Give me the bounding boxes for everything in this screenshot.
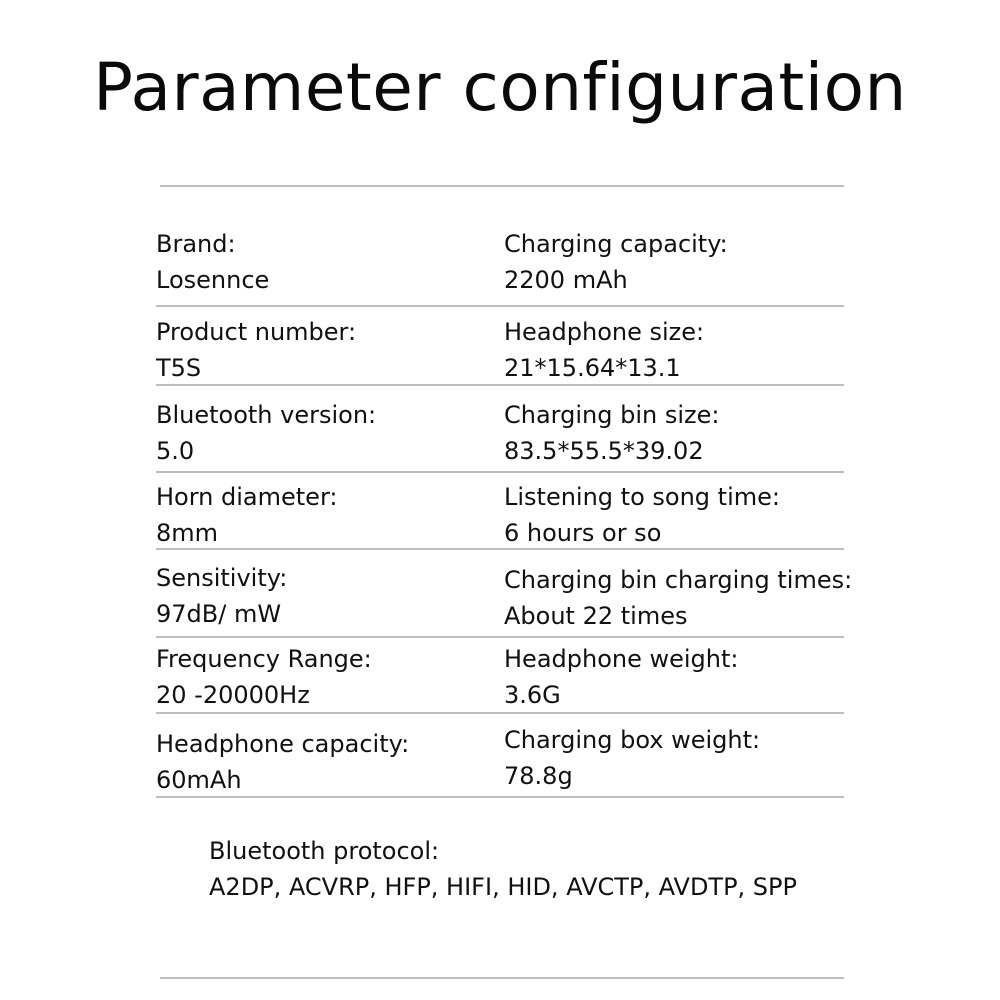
param-value: 20 -20000Hz (156, 681, 310, 709)
row-divider (156, 796, 844, 798)
param-charging-box-weight (504, 722, 760, 794)
param-label: Listening to song time: (504, 483, 780, 511)
param-label: Headphone capacity: (156, 730, 410, 758)
param-horn-diameter (156, 479, 337, 551)
divider-top (160, 185, 844, 187)
param-bluetooth-version (156, 397, 376, 469)
param-listening-time (504, 479, 780, 551)
param-brand (156, 226, 269, 298)
row-divider (156, 636, 844, 638)
param-value: 97dB/ mW (156, 600, 282, 628)
param-bin-charging-times (504, 562, 852, 634)
param-bluetooth-protocol (209, 833, 797, 905)
param-value: Losennce (156, 266, 270, 294)
param-value: About 22 times (504, 602, 688, 630)
param-label: Horn diameter: (156, 483, 338, 511)
param-value: 83.5*55.5*39.02 (504, 437, 704, 465)
param-charging-bin-size (504, 397, 719, 469)
param-label: Headphone size: (504, 318, 705, 346)
page-title: Parameter configuration (93, 49, 907, 126)
param-label: Charging bin charging times: (504, 566, 853, 594)
param-frequency-range (156, 641, 372, 713)
row-divider (156, 712, 844, 714)
param-value: 6 hours or so (504, 519, 662, 547)
param-value: 60mAh (156, 766, 242, 794)
param-product-number (156, 314, 356, 386)
param-value: 78.8g (504, 762, 573, 790)
param-value: 3.6G (504, 681, 561, 709)
param-label: Sensitivity: (156, 564, 288, 592)
param-label: Charging bin size: (504, 401, 720, 429)
param-label: Charging capacity: (504, 230, 728, 258)
param-headphone-capacity (156, 726, 409, 798)
param-value: 2200 mAh (504, 266, 628, 294)
param-label: Brand: (156, 230, 236, 258)
param-label: Headphone weight: (504, 645, 739, 673)
param-value: A2DP, ACVRP, HFP, HIFI, HID, AVCTP, AVDTP, SPP (209, 873, 797, 901)
row-divider (156, 471, 844, 473)
param-value: 8mm (156, 519, 219, 547)
param-sensitivity (156, 560, 287, 632)
param-label: Bluetooth version: (156, 401, 377, 429)
param-charging-capacity (504, 226, 728, 298)
row-divider (156, 384, 844, 386)
param-headphone-weight (504, 641, 739, 713)
divider-bottom (160, 977, 844, 979)
row-divider (156, 305, 844, 307)
param-headphone-size (504, 314, 704, 386)
row-divider (156, 548, 844, 550)
param-value: 5.0 (156, 437, 195, 465)
param-label: Charging box weight: (504, 726, 761, 754)
param-value: 21*15.64*13.1 (504, 354, 681, 382)
param-label: Frequency Range: (156, 645, 372, 673)
param-label: Product number: (156, 318, 357, 346)
param-value: T5S (156, 354, 202, 382)
param-label: Bluetooth protocol: (209, 837, 440, 865)
